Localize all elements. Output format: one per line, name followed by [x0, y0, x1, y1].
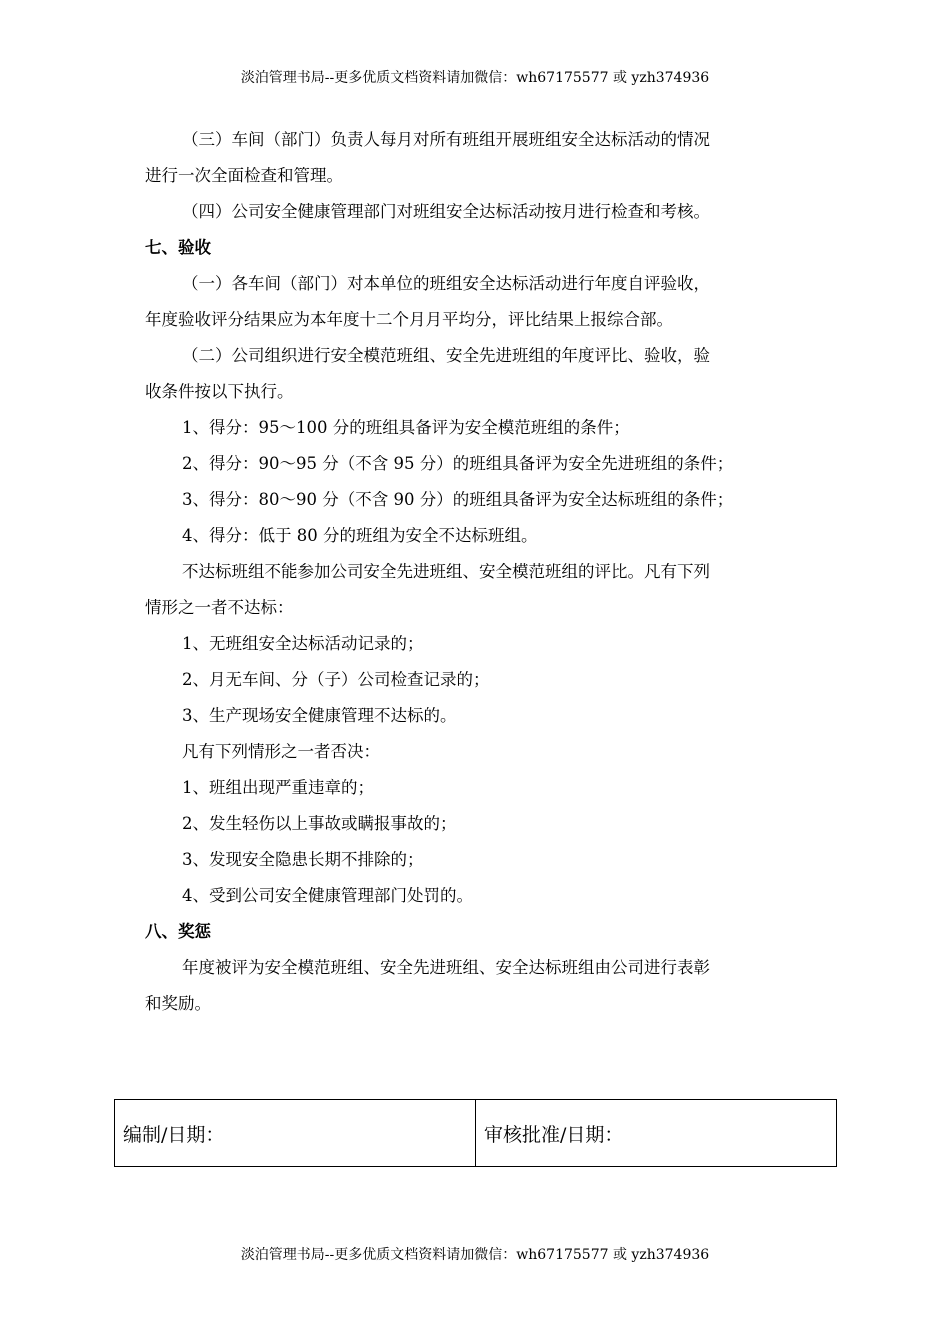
document-body	[145, 122, 807, 1022]
list-item: 1、得分：95～100 分的班组具备评为安全模范班组的条件；	[182, 418, 630, 437]
list-item: 3、发现安全隐患长期不排除的；	[182, 850, 424, 869]
paragraph-line: 凡有下列情形之一者否决：	[182, 742, 380, 761]
paragraph-line: （四）公司安全健康管理部门对班组安全达标活动按月进行检查和考核。	[182, 202, 710, 221]
paragraph-line: 情形之一者不达标：	[145, 598, 294, 617]
section-heading: 七、验收	[145, 238, 211, 257]
paragraph-line: 收条件按以下执行。	[145, 382, 294, 401]
signature-row	[115, 1100, 837, 1167]
page-header: 淡泊管理书局--更多优质文档资料请加微信：wh67175577 或 yzh374936	[240, 70, 710, 86]
paragraph-line: （二）公司组织进行安全模范班组、安全先进班组的年度评比、验收，验	[182, 346, 710, 365]
signature-table	[114, 1099, 837, 1167]
paragraph-line: 和奖励。	[145, 994, 211, 1013]
list-item: 3、生产现场安全健康管理不达标的。	[182, 706, 457, 725]
section-heading: 八、奖惩	[145, 922, 211, 941]
list-item: 3、得分：80～90 分（不含 90 分）的班组具备评为安全达标班组的条件；	[182, 490, 734, 509]
paragraph-line: 年度被评为安全模范班组、安全先进班组、安全达标班组由公司进行表彰	[182, 958, 710, 977]
list-item: 1、班组出现严重违章的；	[182, 778, 374, 797]
approved-date-cell: 审核批准/日期：	[476, 1100, 837, 1167]
paragraph-line: （一）各车间（部门）对本单位的班组安全达标活动进行年度自评验收，	[182, 274, 710, 293]
list-item: 2、发生轻伤以上事故或瞒报事故的；	[182, 814, 457, 833]
paragraph-line: 进行一次全面检查和管理。	[145, 166, 343, 185]
list-item: 2、得分：90～95 分（不含 95 分）的班组具备评为安全先进班组的条件；	[182, 454, 734, 473]
list-item: 1、无班组安全达标活动记录的；	[182, 634, 424, 653]
paragraph-line: 不达标班组不能参加公司安全先进班组、安全模范班组的评比。凡有下列	[182, 562, 710, 581]
page-footer: 淡泊管理书局--更多优质文档资料请加微信：wh67175577 或 yzh374936	[240, 1247, 710, 1263]
list-item: 4、得分：低于 80 分的班组为安全不达标班组。	[182, 526, 538, 545]
paragraph-line: 年度验收评分结果应为本年度十二个月月平均分，评比结果上报综合部。	[145, 310, 673, 329]
list-item: 4、受到公司安全健康管理部门处罚的。	[182, 886, 473, 905]
paragraph-line: （三）车间（部门）负责人每月对所有班组开展班组安全达标活动的情况	[182, 130, 710, 149]
compiled-date-cell: 编制/日期：	[115, 1100, 476, 1167]
list-item: 2、月无车间、分（子）公司检查记录的；	[182, 670, 490, 689]
